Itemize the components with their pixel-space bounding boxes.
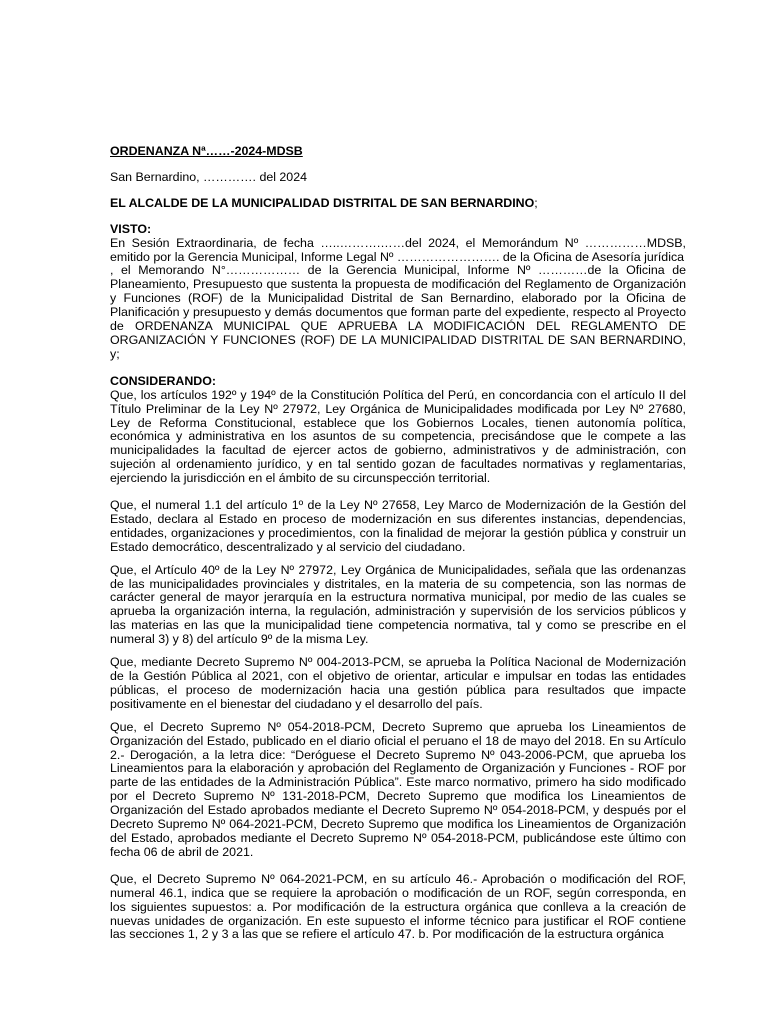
considerando-paragraph: Que, el Artículo 40º de la Ley Nº 27972, Ley Orgánica de Municipalidades, señala que las ordenanzas de las municipalidades provinciales y distritales, en la materia de su competencia, son las normas de carácter general de mayor jerarquía en la estructura normativa municipal, por medio de las cuales se aprueba la organización interna, la regulación, administración y supervisión de los servicios públicos y las materias en las que la municipalidad tiene competencia normativa, tal y como se prescribe en el numeral 3) y 8) del artículo 9º de la misma Ley. <box>110 562 686 647</box>
document-page <box>110 145 686 942</box>
visto-heading: VISTO: <box>110 221 152 236</box>
considerando-paragraph: Que, el Decreto Supremo Nº 054-2018-PCM, Decreto Supremo que aprueba los Lineamientos de Organización del Estado, publicado en el diario oficial el peruano el 18 de mayo del 2018. En su Artículo 2.- Derogación, a la letra dice: “Deróguese el Decreto Supremo Nº 043-2006-PCM, que aprueba los Lineamientos para la elaboración y aprobación del Reglamento de Organización y Funciones - ROF por parte de las entidades de la Administración Pública”. Este marco normativo, primero ha sido modificado por el Decreto Supremo Nº 131-2018-PCM, Decreto Supremo que modifica los Lineamientos de Organización del Estado aprobados mediante el Decreto Supremo Nº 054-2018-PCM, y después por el Decreto Supremo Nº 064-2021-PCM, Decreto Supremo que modifica los Lineamientos de Organización del Estado, aprobados mediante el Decreto Supremo Nº 054-2018-PCM, publicándose este último con fecha 06 de abril de 2021. <box>110 719 686 859</box>
considerando-paragraph: Que, el numeral 1.1 del artículo 1º de la Ley Nº 27658, Ley Marco de Modernización de la Gestión del Estado, declara al Estado en proceso de modernización en sus diferentes instancias, dependencias, entidades, organizaciones y procedimientos, con la finalidad de mejorar la gestión pública y construir un Estado democrático, descentralizado y al servicio del ciudadano. <box>110 498 686 554</box>
ordinance-title: ORDENANZA Nª……-2024-MDSB <box>110 144 303 158</box>
considerando-paragraph: Que, los artículos 192º y 194º de la Constitución Política del Perú, en concordancia con el artículo II del Título Preliminar de la Ley Nº 27972, Ley Orgánica de Municipalidades modificada por Ley Nº 27680, Ley de Reforma Constitucional, establece que los Gobiernos Locales, tienen autonomía política, económica y administrativa en los asuntos de su competencia, precisándose que le compete a las municipalidades la facultad de ejercer actos de gobierno, administrativos y de administración, con sujeción al ordenamiento jurídico, y en tal sentido gozan de facultades normativas y reglamentarias, ejerciendo la jurisdicción en el ámbito de su circunspección territorial. <box>110 387 686 486</box>
visto-paragraph-continued: , el Memorando N°……………… de la Gerencia Municipal, Informe Nº …………de la Oficina de Planeamiento, Presupuesto que sustenta la propuesta de modificación del Reglamento de Organización y Funciones (ROF) de la Municipalidad Distrital de San Bernardino, elaborado por la Oficina de Planificación y presupuesto y demás documentos que forman parte del expediente, respecto al Proyecto de ORDENANZA MUNICIPAL QUE APRUEBA LA MODIFICACIÓN DEL REGLAMENTO DE ORGANIZACIÓN Y FUNCIONES (ROF) DE LA MUNICIPALIDAD DISTRITAL DE SAN BERNARDINO, y; <box>110 263 686 361</box>
authority-name: EL ALCALDE DE LA MUNICIPALIDAD DISTRITAL DE SAN BERNARDINO <box>110 195 535 210</box>
authority-heading <box>110 197 686 211</box>
considerando-paragraph: Que, el Decreto Supremo Nº 064-2021-PCM, en su artículo 46.- Aprobación o modificación del ROF, numeral 46.1, indica que se requiere la aprobación o modificación de un ROF, según corresponda, en los siguientes supuestos: a. Por modificación de la estructura orgánica que conlleva a la creación de nuevas unidades de organización. En este supuesto el informe técnico para justificar el ROF contiene las secciones 1, 2 y 3 a las que se refiere el artículo 47. b. Por modificación de la estructura orgánica <box>110 871 686 942</box>
visto-paragraph: En Sesión Extraordinaria, de fecha …..……….……del 2024, el Memorándum Nº ……………MDSB, emitido por la Gerencia Municipal, Informe Legal Nº ……………………. de la Oficina de Asesoría jurídica <box>110 235 686 264</box>
date-line: San Bernardino, …………. del 2024 <box>110 169 307 184</box>
considerando-heading: CONSIDERANDO: <box>110 373 217 388</box>
authority-suffix: ; <box>534 195 538 210</box>
considerando-paragraph: Que, mediante Decreto Supremo Nº 004-2013-PCM, se aprueba la Política Nacional de Modernización de la Gestión Pública al 2021, con el objetivo de orientar, articular e impulsar en todas las entidades públicas, el proceso de modernización hacia una gestión pública para resultados que impacte positivamente en el bienestar del ciudadano y el desarrollo del país. <box>110 655 686 711</box>
